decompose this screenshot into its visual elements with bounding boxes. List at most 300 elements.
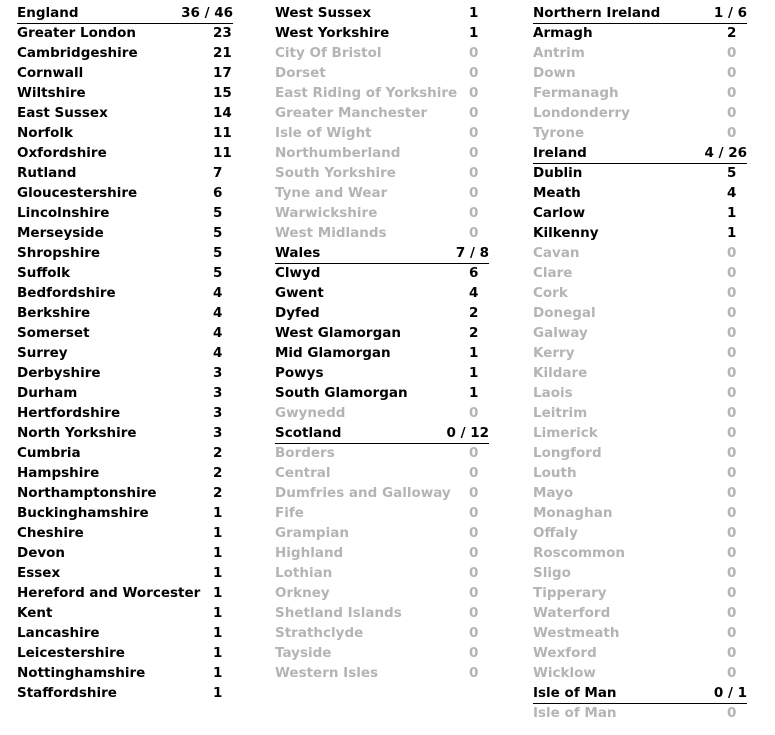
county-count: 0 [469,205,479,221]
county-count: 0 [727,465,737,481]
county-row [17,604,233,624]
county-row [17,44,233,64]
county-row [533,444,747,464]
county-count: 0 [727,85,737,101]
county-row [533,204,747,224]
county-count: 4 [469,285,479,301]
county-row [275,204,489,224]
county-row [17,424,233,444]
county-name: Cornwall [17,65,84,81]
county-count: 0 [727,445,737,461]
county-name: Surrey [17,345,68,361]
county-row [275,604,489,624]
county-name: Limerick [533,425,598,441]
county-count: 1 [213,545,223,561]
region-name: Ireland [533,145,587,161]
county-row [533,464,747,484]
county-name: Dublin [533,165,583,181]
county-count: 0 [727,265,737,281]
county-count: 0 [727,605,737,621]
county-name: Berkshire [17,305,91,321]
region-name: Northern Ireland [533,5,661,21]
county-name: Shropshire [17,245,101,261]
county-name: City Of Bristol [275,45,382,61]
county-name: Isle of Wight [275,125,372,141]
county-row [275,364,489,384]
region-name: Isle of Man [533,685,617,701]
county-row [275,404,489,424]
county-name: Gloucestershire [17,185,138,201]
county-name: Norfolk [17,125,73,141]
county-name: South Yorkshire [275,165,396,181]
county-name: Clwyd [275,265,321,281]
county-count: 0 [469,145,479,161]
county-name: West Sussex [275,5,372,21]
county-name: Rutland [17,165,77,181]
county-row [275,304,489,324]
county-row [533,44,747,64]
county-row [275,164,489,184]
county-name: Essex [17,565,61,581]
county-count: 0 [469,85,479,101]
county-count: 4 [213,285,223,301]
county-row [17,484,233,504]
county-row [17,564,233,584]
county-count: 1 [727,225,737,241]
county-name: Down [533,65,576,81]
county-row [17,544,233,564]
county-name: Merseyside [17,225,104,241]
county-count: 0 [469,65,479,81]
county-name: Somerset [17,325,90,341]
county-name: Buckinghamshire [17,505,149,521]
county-row [17,344,233,364]
county-name: Fife [275,505,304,521]
county-name: West Yorkshire [275,25,390,41]
county-row [275,464,489,484]
county-name: Western Isles [275,665,379,681]
county-name: Kilkenny [533,225,599,241]
county-name: Offaly [533,525,578,541]
county-row [533,524,747,544]
county-row [533,244,747,264]
county-count: 1 [213,585,223,601]
county-count: 0 [469,665,479,681]
county-name: Strathclyde [275,625,364,641]
column-2 [275,4,489,684]
county-count: 2 [469,325,479,341]
county-count: 0 [727,45,737,61]
county-count: 1 [213,525,223,541]
county-row [533,124,747,144]
county-name: Staffordshire [17,685,117,701]
county-name: Meath [533,185,581,201]
county-name: Wicklow [533,665,596,681]
county-row [275,624,489,644]
county-row [533,324,747,344]
county-count: 3 [213,365,223,381]
county-count: 0 [469,225,479,241]
county-name: Cumbria [17,445,81,461]
county-row [533,624,747,644]
county-name: Kerry [533,345,575,361]
county-count: 0 [727,705,737,721]
county-row [533,584,747,604]
county-name: Leicestershire [17,645,125,661]
county-count: 0 [469,45,479,61]
county-count: 0 [469,125,479,141]
county-row [533,84,747,104]
county-count: 23 [213,25,232,41]
county-count: 1 [213,565,223,581]
county-row [17,124,233,144]
county-row [17,664,233,684]
county-name: Isle of Man [533,705,617,721]
county-name: East Sussex [17,105,108,121]
county-name: Borders [275,445,335,461]
region-name: England [17,5,79,21]
county-count: 1 [213,505,223,521]
county-name: Dorset [275,65,326,81]
county-count: 2 [727,25,737,41]
county-row [17,584,233,604]
county-row [17,244,233,264]
county-name: Powys [275,365,324,381]
county-count: 0 [727,485,737,501]
county-count: 14 [213,105,232,121]
county-row [275,504,489,524]
county-name: Hertfordshire [17,405,121,421]
county-name: Lincolnshire [17,205,110,221]
county-row [275,564,489,584]
county-name: Mayo [533,485,574,501]
county-name: Nottinghamshire [17,665,146,681]
region-name: Scotland [275,425,342,441]
county-count: 0 [727,585,737,601]
county-count: 1 [469,345,479,361]
county-name: Northumberland [275,145,401,161]
county-count: 1 [469,365,479,381]
county-count: 5 [213,245,223,261]
county-count: 1 [213,605,223,621]
county-count: 5 [213,205,223,221]
county-row [275,64,489,84]
county-row [533,404,747,424]
county-count: 1 [469,5,479,21]
county-name: Westmeath [533,625,620,641]
county-count: 0 [727,325,737,341]
county-count: 0 [727,125,737,141]
county-row [17,284,233,304]
county-count: 0 [469,465,479,481]
county-row [17,184,233,204]
county-row [17,144,233,164]
county-row [17,304,233,324]
county-name: Greater London [17,25,137,41]
county-name: Cork [533,285,568,301]
county-name: Highland [275,545,344,561]
county-count: 4 [213,305,223,321]
county-name: Lothian [275,565,333,581]
county-name: Gwynedd [275,405,346,421]
county-count: 11 [213,125,232,141]
county-row [533,664,747,684]
region-header [533,144,747,164]
county-count: 5 [213,265,223,281]
county-name: Mid Glamorgan [275,345,391,361]
county-name: Waterford [533,605,611,621]
county-name: Wiltshire [17,85,86,101]
county-row [17,384,233,404]
county-name: Kent [17,605,53,621]
county-name: Cambridgeshire [17,45,138,61]
county-count: 0 [727,425,737,441]
county-row [17,684,233,704]
county-name: Donegal [533,305,596,321]
county-name: Galway [533,325,588,341]
county-row [275,84,489,104]
county-count: 0 [727,245,737,261]
county-row [275,44,489,64]
column-3 [533,4,747,724]
county-row [17,464,233,484]
county-name: Sligo [533,565,571,581]
county-count: 11 [213,145,232,161]
county-name: West Glamorgan [275,325,401,341]
county-count: 0 [727,105,737,121]
county-count: 0 [727,665,737,681]
county-name: North Yorkshire [17,425,137,441]
county-row [17,364,233,384]
county-name: Central [275,465,331,481]
county-count: 0 [727,345,737,361]
county-count: 0 [469,645,479,661]
county-row [533,24,747,44]
county-row [275,644,489,664]
county-name: Wexford [533,645,597,661]
county-name: Kildare [533,365,588,381]
county-row [275,144,489,164]
county-count: 3 [213,405,223,421]
county-name: Londonderry [533,105,630,121]
county-name: Bedfordshire [17,285,116,301]
county-row [533,224,747,244]
county-row [275,444,489,464]
county-count: 1 [727,205,737,221]
county-name: Grampian [275,525,349,541]
county-name: Shetland Islands [275,605,402,621]
county-row [275,184,489,204]
county-name: Clare [533,265,573,281]
county-row [17,624,233,644]
county-row [275,584,489,604]
county-count: 2 [213,445,223,461]
county-count: 17 [213,65,232,81]
county-name: Gwent [275,285,324,301]
county-count: 1 [213,625,223,641]
county-name: Tayside [275,645,332,661]
region-score: 4 / 26 [704,145,747,161]
county-name: West Midlands [275,225,387,241]
county-row [533,264,747,284]
county-row [275,24,489,44]
county-name: Hampshire [17,465,100,481]
county-count: 2 [213,465,223,481]
county-row [533,304,747,324]
county-row [275,544,489,564]
county-count: 6 [213,185,223,201]
county-count: 0 [727,505,737,521]
county-count: 6 [469,265,479,281]
region-score: 7 / 8 [455,245,489,261]
county-row [275,344,489,364]
county-count: 2 [213,485,223,501]
county-name: Louth [533,465,577,481]
county-count: 15 [213,85,232,101]
county-count: 0 [727,305,737,321]
county-row [533,384,747,404]
column-1 [17,4,233,704]
county-name: Orkney [275,585,330,601]
county-row [533,424,747,444]
county-row [533,484,747,504]
region-header [533,684,747,704]
county-count: 1 [213,665,223,681]
county-count: 5 [213,225,223,241]
county-name: Hereford and Worcester [17,585,201,601]
county-name: South Glamorgan [275,385,408,401]
county-count: 0 [469,485,479,501]
county-name: Northamptonshire [17,485,157,501]
county-count: 1 [469,25,479,41]
county-name: Suffolk [17,265,71,281]
county-count: 2 [469,305,479,321]
county-name: Armagh [533,25,593,41]
county-row [17,164,233,184]
county-row [275,524,489,544]
region-score: 36 / 46 [181,5,233,21]
county-count: 0 [727,285,737,301]
county-count: 1 [213,645,223,661]
county-row [17,84,233,104]
county-row [17,104,233,124]
county-count: 0 [727,65,737,81]
county-name: Lancashire [17,625,100,641]
county-count: 0 [469,445,479,461]
county-row [275,384,489,404]
county-count: 1 [469,385,479,401]
county-row [533,544,747,564]
county-name: Longford [533,445,602,461]
region-header [275,244,489,264]
county-count: 0 [469,105,479,121]
county-count: 0 [469,185,479,201]
county-row [17,404,233,424]
region-score: 0 / 1 [713,685,747,701]
region-score: 1 / 6 [713,5,747,21]
county-count: 0 [727,645,737,661]
county-count: 4 [213,325,223,341]
county-row [533,344,747,364]
county-row [533,564,747,584]
county-name: Derbyshire [17,365,101,381]
county-row [17,644,233,664]
county-count: 4 [213,345,223,361]
county-count: 4 [727,185,737,201]
county-row [275,484,489,504]
region-header [17,4,233,24]
region-header [275,424,489,444]
county-row [17,204,233,224]
region-score: 0 / 12 [446,425,489,441]
county-name: Durham [17,385,78,401]
county-row [17,444,233,464]
county-name: Tyne and Wear [275,185,388,201]
county-row [533,644,747,664]
county-row [275,224,489,244]
county-count: 0 [469,525,479,541]
county-count: 0 [727,385,737,401]
county-row [17,504,233,524]
county-count: 0 [727,365,737,381]
county-name: Cavan [533,245,580,261]
county-name: Oxfordshire [17,145,107,161]
county-name: Dumfries and Galloway [275,485,451,501]
county-row [17,224,233,244]
county-count: 0 [469,605,479,621]
county-row [533,704,747,724]
county-count: 21 [213,45,232,61]
county-name: Warwickshire [275,205,378,221]
county-count: 0 [727,565,737,581]
county-count: 3 [213,385,223,401]
county-row [17,24,233,44]
county-count: 0 [469,565,479,581]
county-row [275,264,489,284]
county-name: East Riding of Yorkshire [275,85,458,101]
county-row [17,64,233,84]
county-count: 0 [469,405,479,421]
county-row [17,264,233,284]
county-name: Devon [17,545,66,561]
county-row [275,324,489,344]
county-row [17,324,233,344]
county-row [275,284,489,304]
county-row [533,504,747,524]
county-row [533,64,747,84]
county-name: Cheshire [17,525,84,541]
county-count: 0 [469,585,479,601]
county-name: Fermanagh [533,85,619,101]
region-header [533,4,747,24]
county-name: Roscommon [533,545,626,561]
county-name: Antrim [533,45,585,61]
county-count: 0 [469,505,479,521]
county-row [533,104,747,124]
county-row [533,284,747,304]
county-row [533,164,747,184]
county-name: Monaghan [533,505,613,521]
county-row [275,4,489,24]
county-count: 3 [213,425,223,441]
county-count: 0 [727,545,737,561]
county-row [275,664,489,684]
county-name: Tyrone [533,125,585,141]
county-count: 0 [727,625,737,641]
county-name: Tipperary [533,585,607,601]
county-count: 1 [213,685,223,701]
county-count: 5 [727,165,737,181]
